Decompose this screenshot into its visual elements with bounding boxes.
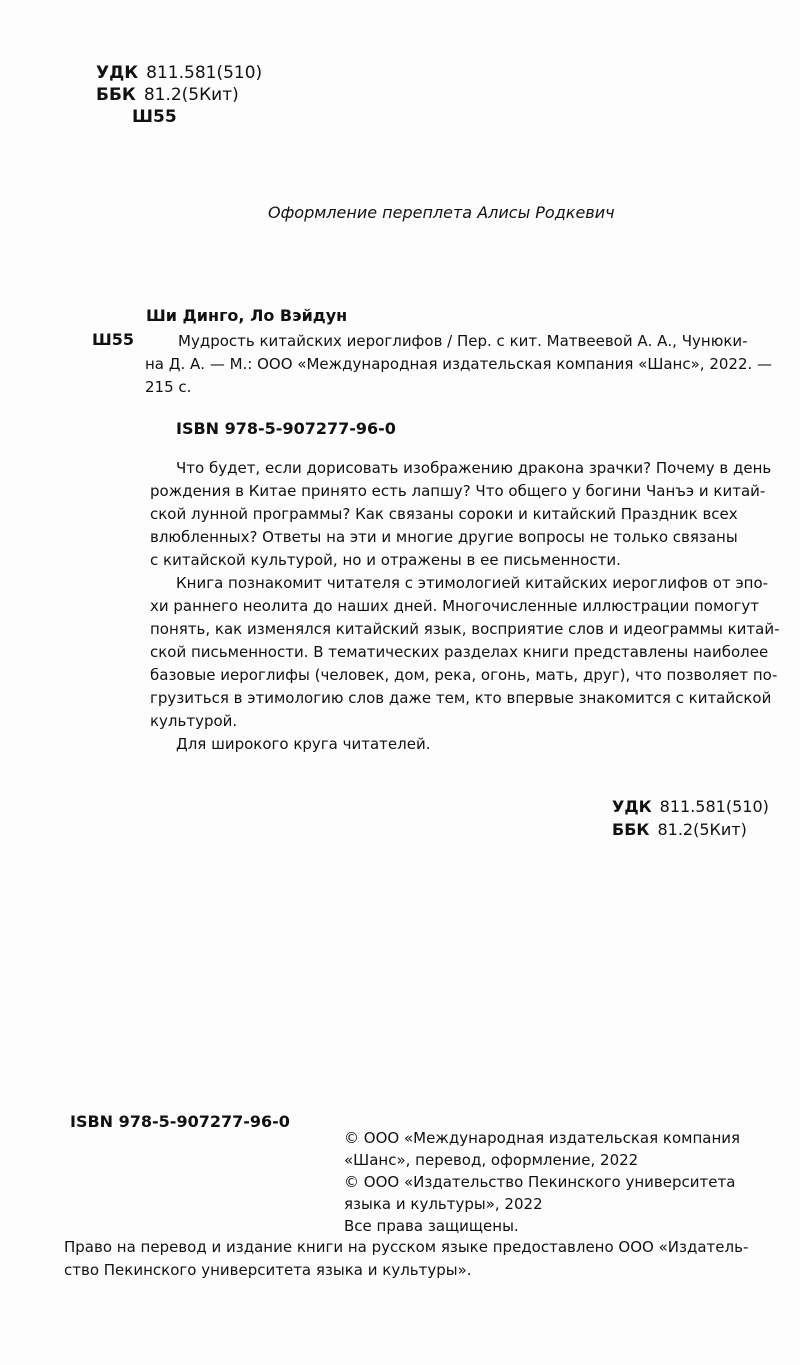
annotation-line: Книга познакомит читателя с этимологией китайских иероглифов от эпо- xyxy=(176,574,769,592)
annotation-paragraph-3 xyxy=(150,733,762,756)
copyright-line: © ООО «Издательство Пекинского университета xyxy=(344,1173,736,1191)
udk-value: 811.581(510) xyxy=(659,797,769,816)
copyright-line: © ООО «Международная издательская компания xyxy=(344,1129,741,1147)
biblio-line: на Д. А. — М.: ООО «Международная издательская компания «Шанс», 2022. — xyxy=(145,355,773,373)
annotation-line: понять, как изменялся китайский язык, восприятие слов и идеограммы китай- xyxy=(150,620,780,638)
annotation-line: влюбленных? Ответы на эти и многие другие вопросы не только связаны xyxy=(150,528,738,546)
bbk-row xyxy=(96,84,262,106)
bbk-row xyxy=(612,818,769,841)
bbk-label: ББК xyxy=(612,820,650,839)
udk-row xyxy=(612,795,769,818)
annotation-line: Что будет, если дорисовать изображению дракона зрачки? Почему в день xyxy=(176,459,772,477)
copyright-line: «Шанс», перевод, оформление, 2022 xyxy=(344,1151,639,1169)
copyright-line: языка и культуры», 2022 xyxy=(344,1195,543,1213)
annotation-paragraph-1 xyxy=(150,457,772,572)
annotation-line: Для широкого круга читателей. xyxy=(176,735,431,753)
bbk-label: ББК xyxy=(96,85,136,105)
isbn-top: ISBN 978-5-907277-96-0 xyxy=(176,419,396,438)
annotation-line: грузиться в этимологию слов даже тем, кто впервые знакомится с китайской xyxy=(150,689,772,707)
author-mark-left: Ш55 xyxy=(92,330,135,349)
udk-value: 811.581(510) xyxy=(146,63,263,83)
annotation xyxy=(150,457,780,756)
rights-line: ство Пекинского университета языка и культуры». xyxy=(64,1261,472,1279)
classification-block-top xyxy=(96,62,262,128)
biblio-line: 215 с. xyxy=(145,378,192,396)
bbk-value: 81.2(5Кит) xyxy=(143,85,239,105)
copyright-block xyxy=(344,1127,764,1237)
annotation-line: культурой. xyxy=(150,712,238,730)
annotation-line: рождения в Китае принято есть лапшу? Что общего у богини Чанъэ и китай- xyxy=(150,482,766,500)
annotation-line: ской лунной программы? Как связаны сороки и китайский Праздник всех xyxy=(150,505,738,523)
bbk-value: 81.2(5Кит) xyxy=(657,820,747,839)
authors-heading: Ши Динго, Ло Вэйдун xyxy=(146,306,348,325)
udk-row xyxy=(96,62,262,84)
annotation-paragraph-2 xyxy=(150,572,780,733)
annotation-line: базовые иероглифы (человек, дом, река, огонь, мать, друг), что позволяет по- xyxy=(150,666,778,684)
biblio-line: Мудрость китайских иероглифов / Пер. с кит. Матвеевой А. А., Чунюки- xyxy=(178,332,748,350)
bibliographic-description xyxy=(145,330,773,399)
copyright-line: Все права защищены. xyxy=(344,1217,519,1235)
translation-rights-statement xyxy=(64,1236,754,1282)
classification-block-right xyxy=(612,795,769,841)
cover-design-credit: Оформление переплета Алисы Родкевич xyxy=(268,203,615,222)
annotation-line: хи раннего неолита до наших дней. Многочисленные иллюстрации помогут xyxy=(150,597,759,615)
annotation-line: с китайской культурой, но и отражены в ее письменности. xyxy=(150,551,621,569)
udk-label: УДК xyxy=(612,797,652,816)
author-mark: Ш55 xyxy=(132,107,177,127)
isbn-bottom: ISBN 978-5-907277-96-0 xyxy=(70,1112,290,1131)
rights-line: Право на перевод и издание книги на русском языке предоставлено ООО «Издатель- xyxy=(64,1238,749,1256)
udk-label: УДК xyxy=(96,63,139,83)
annotation-line: ской письменности. В тематических разделах книги представлены наиболее xyxy=(150,643,769,661)
